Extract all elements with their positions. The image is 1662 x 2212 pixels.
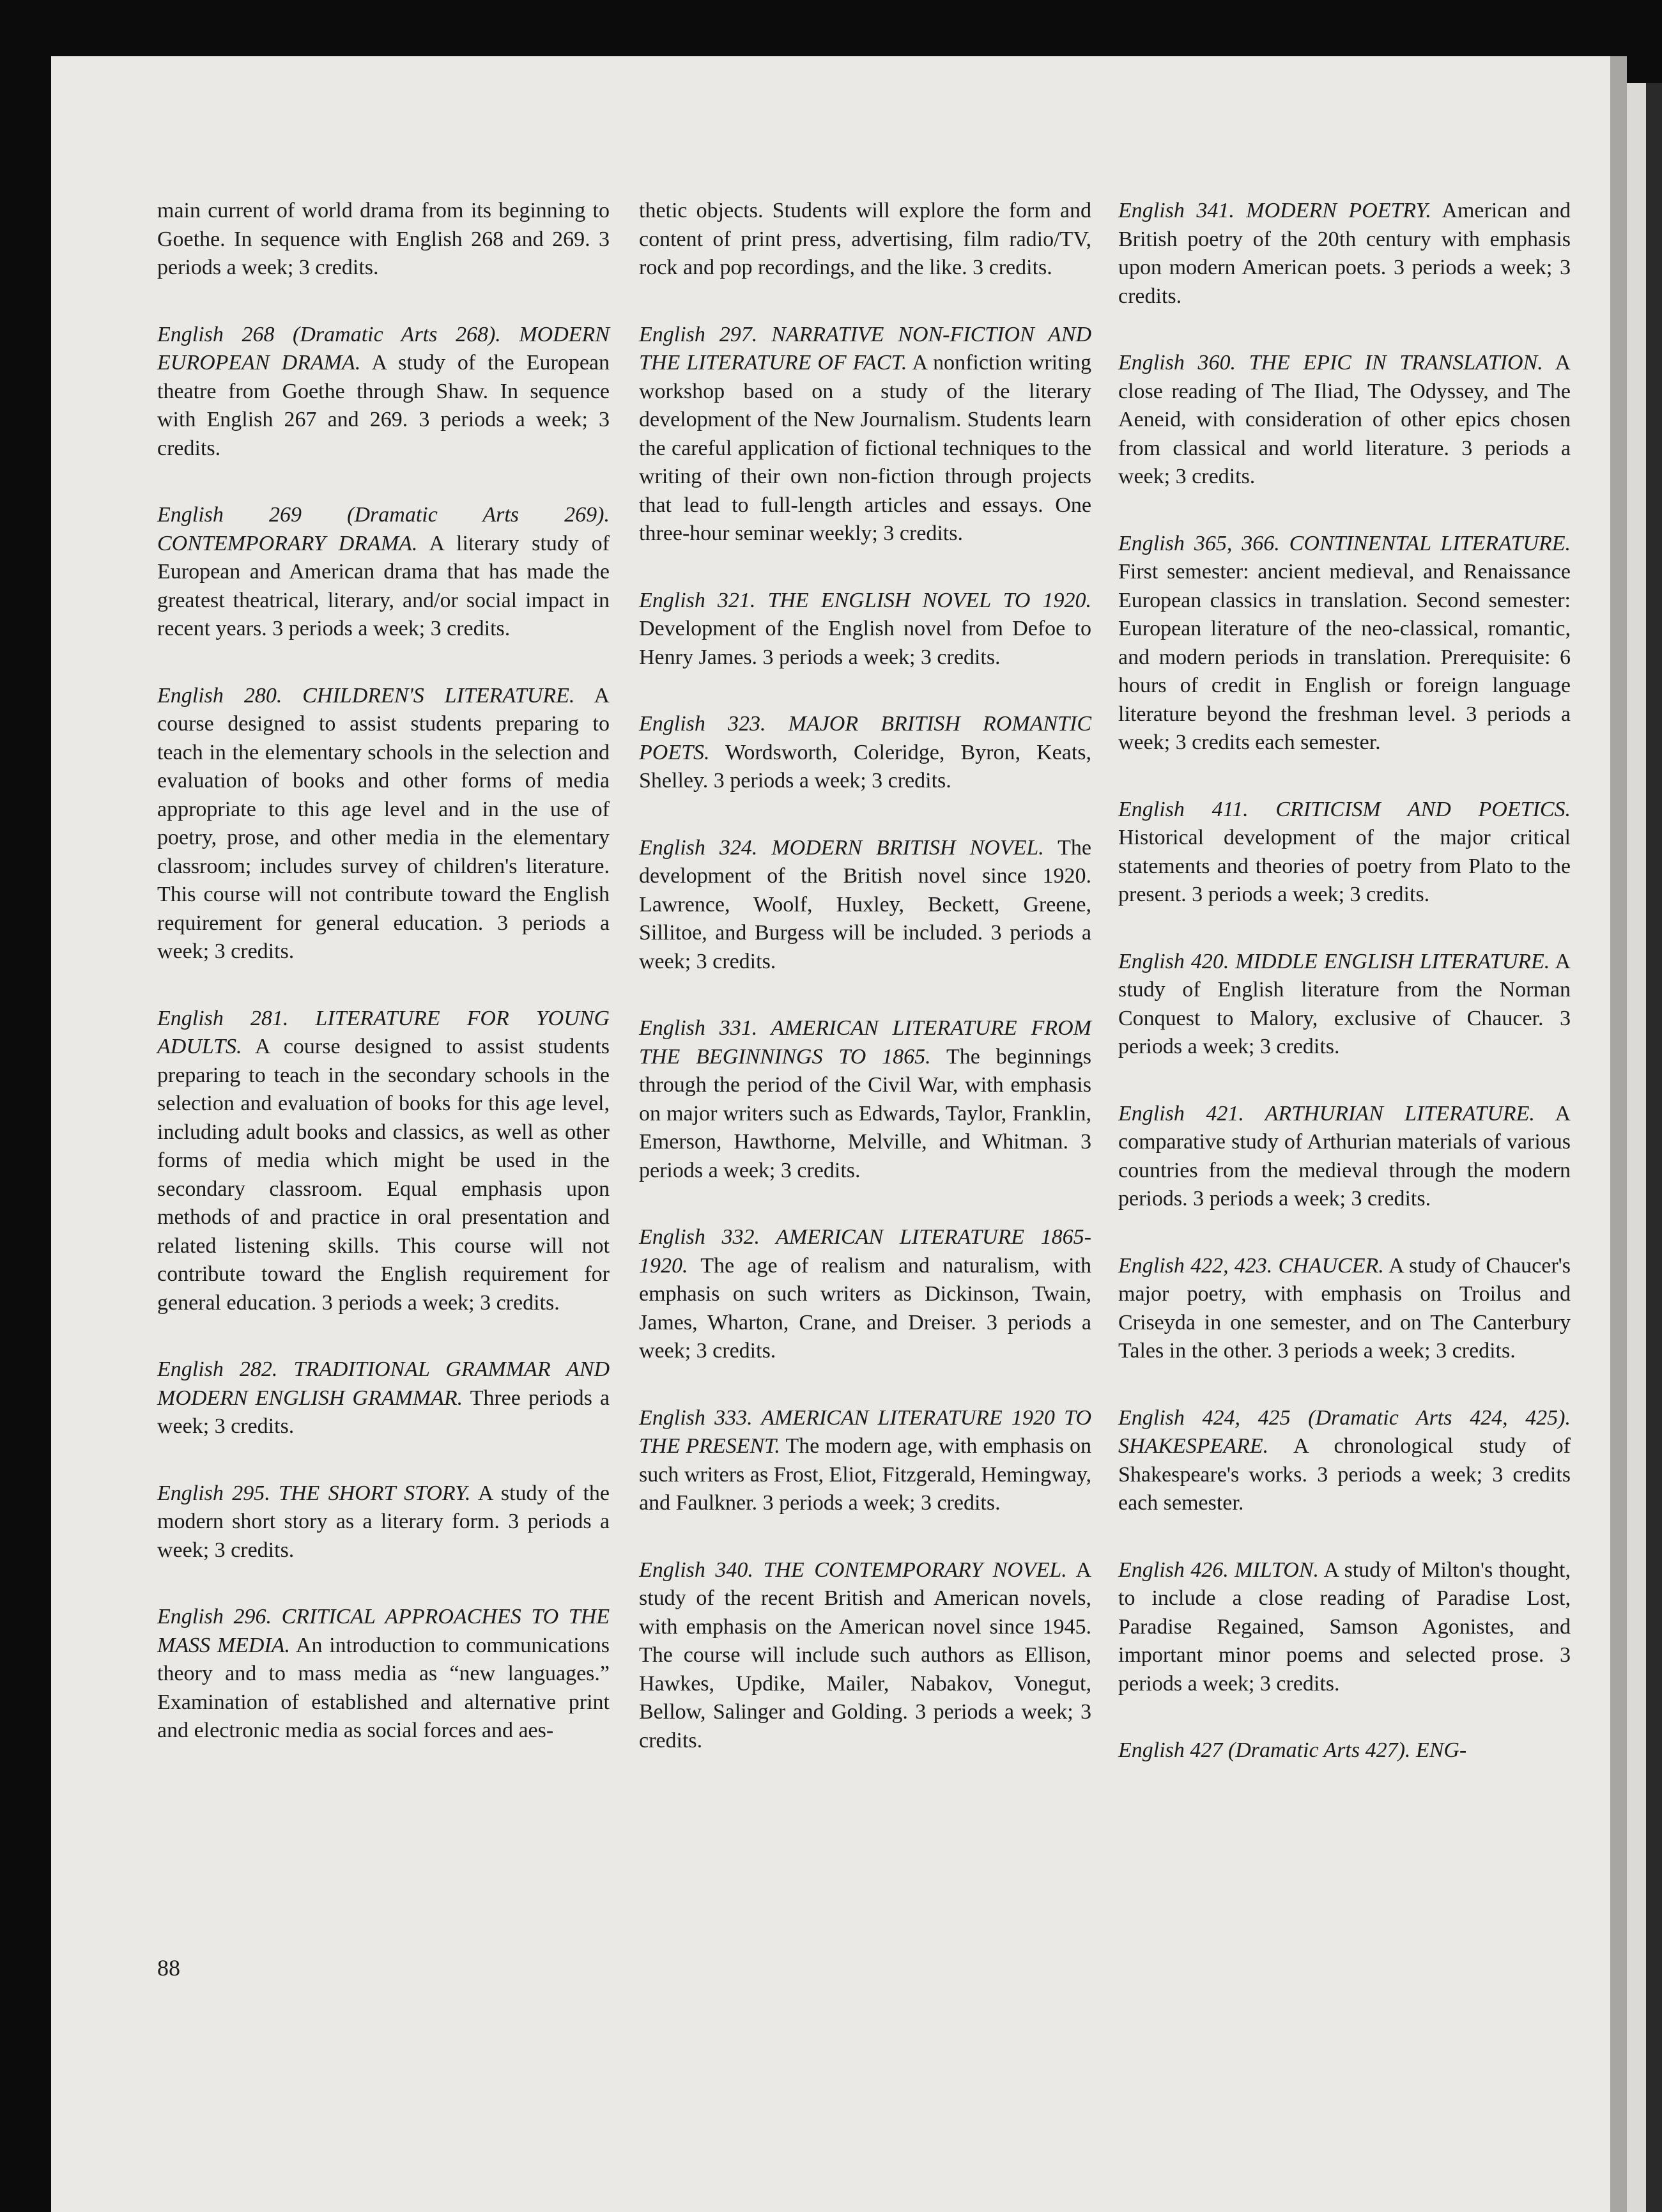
column-middle: [639, 197, 1091, 1793]
course-description: A study of Chaucer's major poetry, with emphasis on Troilus and Criseyda in one semester, and on The Canterbury Tales in the other. 3 periods a week; 3 credits.: [1118, 1253, 1571, 1363]
course-description: The age of realism and naturalism, with emphasis on such writers as Dickinson, Twain, James, Wharton, Crane, and Dreiser. 3 periods a week; 3 credits.: [639, 1253, 1091, 1363]
course-heading: English 268 (Dramatic Arts 268). MODERN EUROPEAN DRAMA.: [157, 322, 610, 375]
course-entry: [1118, 1736, 1571, 1765]
course-heading: English 323. MAJOR BRITISH ROMANTIC POETS.: [639, 712, 1091, 764]
course-heading: English 360. THE EPIC IN TRANSLATION.: [1118, 351, 1543, 375]
column-left: [157, 197, 610, 1784]
course-heading: English 424, 425 (Dramatic Arts 424, 425). SHAKESPEARE.: [1118, 1405, 1571, 1458]
course-heading: English 421. ARTHURIAN LITERATURE.: [1118, 1101, 1535, 1125]
scan-border: [1646, 83, 1662, 2212]
course-entry: [157, 1356, 610, 1441]
course-description: A study of English literature from the Norman Conquest to Malory, exclusive of Chaucer. 3 periods a week; 3 credits.: [1118, 949, 1571, 1058]
course-description: A course designed to assist students preparing to teach in the elementary schools in the selection and evaluation of books and other forms of media appropriate to this age level and in the use of poetry, prose, and other media in the elementary classroom; includes survey of children's literature. This course will not contribute toward the English requirement for general education. 3 periods a week; 3 credits.: [157, 683, 610, 963]
course-entry: [639, 1014, 1091, 1185]
course-heading: English 280. CHILDREN'S LITERATURE.: [157, 683, 575, 708]
course-entry: [1118, 1252, 1571, 1366]
course-entry: [1118, 349, 1571, 491]
next-page-edge: [1627, 83, 1646, 2212]
course-entry: [639, 587, 1091, 672]
course-entry: [157, 321, 610, 463]
course-entry: [1118, 948, 1571, 1062]
course-heading: English 295. THE SHORT STORY.: [157, 1481, 471, 1505]
course-heading: English 426. MILTON.: [1118, 1558, 1320, 1582]
course-heading: English 331. AMERICAN LITERATURE FROM THE BEGINNINGS TO 1865.: [639, 1016, 1091, 1069]
course-heading: English 296. CRITICAL APPROACHES TO THE MASS MEDIA.: [157, 1605, 610, 1657]
course-description: First semester: ancient medieval, and Renaissance European classics in translation. Second semester: European literature of the neo-classical, romantic, and modern periods in translation. Prerequisite: 6 hours of credit in English or foreign language literature beyond the freshman level. 3 periods a week; 3 credits each semester.: [1118, 560, 1571, 754]
course-description: The development of the British novel since 1920. Lawrence, Woolf, Huxley, Beckett, Greene, Sillitoe, and Burgess will be included. 3 periods a week; 3 credits.: [639, 835, 1092, 973]
course-description: A chronological study of Shakespeare's works. 3 periods a week; 3 credits each semester.: [1118, 1434, 1571, 1515]
course-heading: English 422, 423. CHAUCER.: [1118, 1253, 1384, 1278]
course-description: The modern age, with emphasis on such writers as Frost, Eliot, Fitzgerald, Hemingway, and Faulkner. 3 periods a week; 3 credits.: [639, 1434, 1091, 1515]
column-right: [1118, 197, 1571, 1804]
course-description: A course designed to assist students preparing to teach in the secondary schools in the selection and evaluation of books for this age level, including adult books and classics, as well as other forms of media which might be used in the secondary classroom. Equal emphasis upon methods of and practice in oral presentation and related listening skills. This course will not contribute toward the English requirement for general education. 3 periods a week; 3 credits.: [157, 1035, 610, 1315]
course-entry: [157, 197, 610, 282]
course-description: A study of the modern short story as a literary form. 3 periods a week; 3 credits.: [157, 1481, 610, 1562]
course-entry: [1118, 530, 1571, 757]
course-description: A nonfiction writing workshop based on a study of the literary development of the New Journalism. Students learn the careful application of fictional techniques to the writing of their own non-fiction through projects that lead to full-length articles and essays. One three-hour seminar weekly; 3 credits.: [639, 351, 1091, 545]
course-entry: [639, 710, 1091, 796]
course-description: main current of world drama from its beginning to Goethe. In sequence with English 268 and 269. 3 periods a week; 3 credits.: [157, 199, 610, 279]
course-entry: [639, 1404, 1091, 1518]
course-heading: English 269 (Dramatic Arts 269). CONTEMPORARY DRAMA.: [157, 503, 610, 555]
course-description: A literary study of European and American drama that has made the greatest theatrical, literary, and/or social impact in recent years. 3 periods a week; 3 credits.: [157, 531, 610, 640]
course-heading: English 365, 366. CONTINENTAL LITERATURE.: [1118, 531, 1571, 555]
course-heading: English 341. MODERN POETRY.: [1118, 199, 1431, 222]
course-entry: [639, 1556, 1091, 1756]
course-entry: [1118, 1404, 1571, 1518]
course-heading: English 411. CRITICISM AND POETICS.: [1118, 797, 1571, 821]
course-heading: English 420. MIDDLE ENGLISH LITERATURE.: [1118, 949, 1550, 973]
course-entry: [639, 321, 1091, 548]
course-entry: [639, 1223, 1091, 1366]
course-entry: [639, 834, 1091, 977]
course-entry: [1118, 1556, 1571, 1699]
course-entry: [157, 501, 610, 644]
course-heading: English 324. MODERN BRITISH NOVEL.: [639, 835, 1044, 860]
page-edge-shadow: [1610, 56, 1627, 2212]
course-heading: English 281. LITERATURE FOR YOUNG ADULTS.: [157, 1006, 610, 1058]
course-description: A study of Milton's thought, to include a close reading of Paradise Lost, Paradise Regained, Samson Agonistes, and important minor poems and selected prose. 3 periods a week; 3 credits.: [1118, 1558, 1571, 1696]
course-description: A study of the European theatre from Goethe through Shaw. In sequence with English 267 and 269. 3 periods a week; 3 credits.: [157, 351, 610, 460]
course-description: A comparative study of Arthurian materials of various countries from the medieval through the modern periods. 3 periods a week; 3 credits.: [1118, 1101, 1571, 1210]
course-description: The beginnings through the period of the Civil War, with emphasis on major writers such as Edwards, Taylor, Franklin, Emerson, Hawthorne, Melville, and Whitman. 3 periods a week; 3 credits.: [639, 1044, 1091, 1182]
course-entry: [1118, 796, 1571, 909]
course-description: An introduction to communications theory and to mass media as “new languages.” Examination of established and alternative print and electronic media as social forces and aes-: [157, 1633, 610, 1742]
course-description: A close reading of The Iliad, The Odyssey, and The Aeneid, with consideration of other epics chosen from classical and world literature. 3 periods a week; 3 credits.: [1118, 351, 1571, 488]
course-entry: [1118, 1100, 1571, 1214]
course-entry: [157, 1603, 610, 1745]
course-description: Historical development of the major critical statements and theories of poetry from Plato to the present. 3 periods a week; 3 credits.: [1118, 826, 1571, 906]
course-heading: English 427 (Dramatic Arts 427). ENG-: [1118, 1738, 1467, 1762]
course-heading: English 282. TRADITIONAL GRAMMAR AND MODERN ENGLISH GRAMMAR.: [157, 1357, 610, 1410]
course-entry: [639, 197, 1091, 282]
course-description: A study of the recent British and American novels, with emphasis on the American novel since 1945. The course will include such authors as Ellison, Hawkes, Updike, Mailer, Nabakov, Vonegut, Bellow, Salinger and Golding. 3 periods a week; 3 credits.: [639, 1558, 1092, 1752]
course-heading: English 340. THE CONTEMPORARY NOVEL.: [639, 1558, 1067, 1582]
course-heading: English 333. AMERICAN LITERATURE 1920 TO THE PRESENT.: [639, 1405, 1091, 1458]
course-entry: [157, 1005, 610, 1318]
course-description: Wordsworth, Coleridge, Byron, Keats, Shelley. 3 periods a week; 3 credits.: [639, 740, 1091, 793]
course-description: American and British poetry of the 20th century with emphasis upon modern American poets. 3 periods a week; 3 credits.: [1118, 199, 1571, 308]
course-entry: [1118, 197, 1571, 311]
course-heading: English 321. THE ENGLISH NOVEL TO 1920.: [639, 588, 1091, 612]
course-description: Three periods a week; 3 credits.: [157, 1386, 610, 1438]
course-heading: English 332. AMERICAN LITERATURE 1865-1920.: [639, 1225, 1091, 1278]
course-entry: [157, 1480, 610, 1565]
course-entry: [157, 682, 610, 966]
course-description: Development of the English novel from Defoe to Henry James. 3 periods a week; 3 credits.: [639, 617, 1091, 669]
page-number: 88: [157, 1955, 180, 1981]
course-heading: English 297. NARRATIVE NON-FICTION AND THE LITERATURE OF FACT.: [639, 322, 1091, 375]
course-description: thetic objects. Students will explore the form and content of print press, advertising, film radio/TV, rock and pop recordings, and the like. 3 credits.: [639, 199, 1091, 279]
